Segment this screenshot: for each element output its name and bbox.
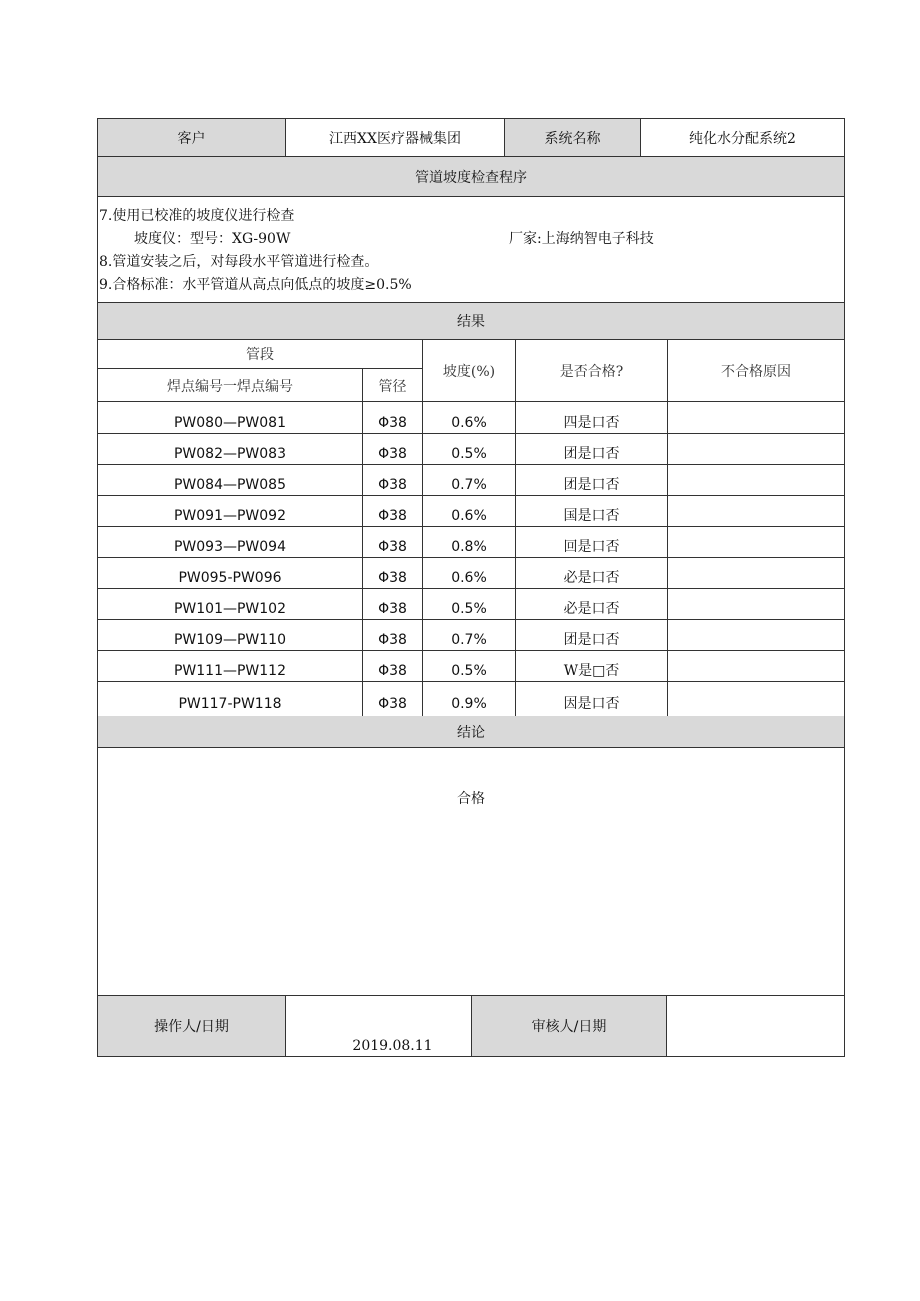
reason-cell	[667, 433, 844, 464]
segment-cell: PW117-PW118	[178, 695, 282, 712]
diameter-cell: Φ38	[362, 402, 422, 433]
reason-cell	[667, 588, 844, 619]
table-row	[98, 495, 844, 527]
reason-cell	[667, 557, 844, 588]
procedure-step-8: 8.管道安装之后，对每段水平管道进行检查。	[99, 254, 379, 270]
table-row	[98, 402, 844, 434]
segment-cell: PW111—PW112	[173, 662, 286, 679]
table-row	[98, 433, 844, 465]
reason-cell	[667, 681, 844, 716]
procedure-step-7: 7.使用已校准的坡度仪进行检查	[99, 208, 295, 224]
table-row	[98, 650, 844, 682]
system-name-label: 系统名称	[504, 119, 640, 156]
diameter-cell: Φ38	[362, 681, 422, 716]
header-row	[98, 119, 844, 157]
pass-cell: W是□否	[515, 650, 667, 681]
system-name-value: 纯化水分配系统2	[640, 119, 844, 156]
table-row	[98, 526, 844, 558]
segment-cell: PW093—PW094	[173, 538, 286, 555]
reviewer-value	[666, 996, 844, 1056]
segment-cell: PW091—PW092	[173, 507, 286, 524]
slope-header: 坡度(%)	[422, 340, 515, 401]
diameter-header: 管径	[362, 369, 422, 402]
diameter-cell: Φ38	[362, 433, 422, 464]
segment-header: 管段	[98, 340, 422, 369]
operator-label: 操作人/日期	[98, 996, 285, 1056]
diameter-cell: Φ38	[362, 464, 422, 495]
weld-number-header: 焊点编号一焊点编号	[167, 378, 293, 395]
inclinometer-manufacturer: 厂家:上海纳智电子科技	[509, 231, 654, 247]
reason-cell	[667, 495, 844, 526]
pass-cell: 因是口否	[515, 681, 667, 716]
table-row	[98, 557, 844, 589]
slope-cell: 0.9%	[422, 681, 515, 716]
table-row	[98, 619, 844, 651]
diameter-cell: Φ38	[362, 588, 422, 619]
table-row	[98, 588, 844, 620]
pass-cell: 国是口否	[515, 495, 667, 526]
diameter-cell: Φ38	[362, 557, 422, 588]
conclusion-value: 合格	[457, 791, 485, 807]
pass-cell: 必是口否	[515, 557, 667, 588]
procedure-step-9: 9.合格标准：水平管道从高点向低点的坡度≥0.5%	[99, 277, 412, 293]
procedure-body	[98, 197, 844, 303]
pass-cell: 团是口否	[515, 464, 667, 495]
diameter-cell: Φ38	[362, 526, 422, 557]
signature-row	[98, 996, 844, 1056]
slope-cell: 0.8%	[422, 526, 515, 557]
reason-cell	[667, 464, 844, 495]
inclinometer-model: 坡度仪：型号：XG-90W	[134, 231, 291, 247]
segment-cell: PW082—PW083	[173, 445, 286, 462]
pass-cell: 回是口否	[515, 526, 667, 557]
pass-cell: 团是口否	[515, 433, 667, 464]
slope-cell: 0.5%	[422, 650, 515, 681]
reason-cell	[667, 526, 844, 557]
segment-cell: PW101—PW102	[173, 600, 286, 617]
diameter-cell: Φ38	[362, 495, 422, 526]
reason-header: 不合格原因	[667, 340, 844, 401]
segment-cell: PW095-PW096	[178, 569, 282, 586]
slope-cell: 0.5%	[422, 588, 515, 619]
conclusion-body	[98, 748, 844, 996]
pass-cell: 必是口否	[515, 588, 667, 619]
procedure-title: 管道坡度检查程序	[98, 157, 844, 197]
customer-value: 江西XX医疗器械集团	[285, 119, 504, 156]
reason-cell	[667, 619, 844, 650]
slope-inspection-form	[97, 118, 845, 1057]
pass-cell: 四是口否	[515, 402, 667, 433]
slope-cell: 0.6%	[422, 495, 515, 526]
pass-cell: 团是口否	[515, 619, 667, 650]
segment-cell: PW080—PW081	[173, 414, 286, 431]
slope-cell: 0.6%	[422, 402, 515, 433]
results-header	[98, 340, 844, 402]
slope-cell: 0.7%	[422, 619, 515, 650]
diameter-cell: Φ38	[362, 650, 422, 681]
slope-cell: 0.6%	[422, 557, 515, 588]
segment-cell: PW084—PW085	[173, 476, 286, 493]
conclusion-title: 结论	[98, 716, 844, 748]
diameter-cell: Φ38	[362, 619, 422, 650]
pass-header: 是否合格?	[515, 340, 667, 401]
table-row	[98, 464, 844, 496]
reason-cell	[667, 402, 844, 433]
slope-cell: 0.7%	[422, 464, 515, 495]
results-title: 结果	[98, 303, 844, 340]
customer-label: 客户	[98, 119, 285, 156]
slope-cell: 0.5%	[422, 433, 515, 464]
segment-cell: PW109—PW110	[173, 631, 286, 648]
reviewer-label: 审核人/日期	[471, 996, 666, 1056]
reason-cell	[667, 650, 844, 681]
operator-date: 2019.08.11	[285, 996, 471, 1056]
table-row	[98, 681, 844, 717]
